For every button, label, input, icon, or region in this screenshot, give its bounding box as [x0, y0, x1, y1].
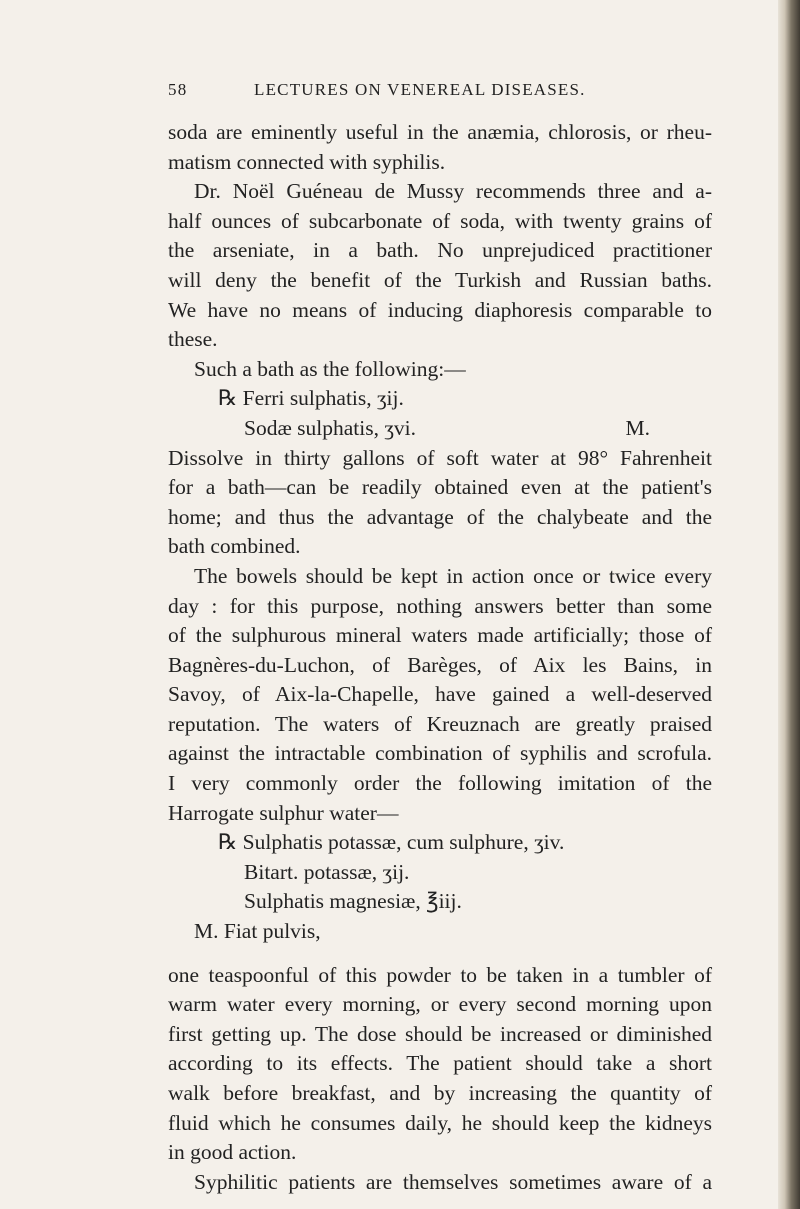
text-line: will deny the benefit of the Turkish and Russian baths. [168, 267, 712, 292]
text-line: of the sulphurous mineral waters made artificially; those of [168, 623, 712, 648]
text-line: Harrogate sulphur water— [168, 800, 399, 825]
prescription-line: M. Fiat pulvis, [194, 919, 321, 944]
text-line: reputation. The waters of Kreuznach are greatly praised [168, 711, 712, 736]
text-line: for a bath—can be readily obtained even at the patient's [168, 475, 712, 500]
text-line: warm water every morning, or every second morning upon [168, 992, 712, 1017]
text-line: home; and thus the advantage of the chalybeate and the [168, 504, 712, 529]
text-line: these. [168, 327, 218, 352]
text-line: The bowels should be kept in action once or twice every [194, 563, 712, 588]
text-line: soda are eminently useful in the anæmia, chlorosis, or rheu- [168, 120, 712, 144]
text-line: fluid which he consumes daily, he should keep the kidneys [168, 1110, 712, 1135]
text-line: first getting up. The dose should be increased or diminished [168, 1021, 712, 1046]
text-line: I very commonly order the following imitation of the [168, 771, 712, 796]
text-line: Bagnères-du-Luchon, of Barèges, of Aix les Bains, in [168, 652, 712, 677]
text-line: Syphilitic patients are themselves sometimes aware of a [194, 1169, 712, 1194]
prescription-line: ℞ Ferri sulphatis, ʒij. [218, 386, 404, 411]
text-line: day : for this purpose, nothing answers better than some [168, 593, 712, 618]
page-edge-shadow [778, 0, 800, 1209]
text-line: Dr. Noël Guéneau de Mussy recommends three and a- [194, 179, 712, 204]
prescription-line: ℞ Sulphatis potassæ, cum sulphure, ʒiv. [218, 830, 565, 855]
text-line: matism connected with syphilis. [168, 149, 446, 174]
text-line: We have no means of inducing diaphoresis comparable to [168, 297, 712, 322]
prescription-text: Sodæ sulphatis, ʒvi. [244, 415, 417, 440]
text-line: one teaspoonful of this powder to be taken in a tumbler of [168, 962, 712, 987]
prescription-line [168, 414, 712, 444]
text-line: Dissolve in thirty gallons of soft water at 98° Fahrenheit [168, 445, 712, 470]
text-line: against the intractable combination of syphilis and scrofula. [168, 741, 712, 766]
text-line: Such a bath as the following:— [194, 356, 466, 381]
text-line: Savoy, of Aix-la-Chapelle, have gained a well-deserved [168, 682, 712, 707]
prescription-line: Bitart. potassæ, ʒij. [244, 859, 410, 884]
text-line: in good action. [168, 1140, 297, 1165]
page-body [168, 118, 712, 1197]
text-line: the arseniate, in a bath. No unprejudiced practitioner [168, 238, 712, 263]
text-line: bath combined. [168, 534, 301, 559]
text-line: according to its effects. The patient should take a short [168, 1051, 712, 1076]
text-line: walk before breakfast, and by increasing the quantity of [168, 1081, 712, 1105]
prescription-mix-mark: M. [625, 415, 650, 440]
running-title: LECTURES ON VENEREAL DISEASES. [254, 80, 586, 99]
text-line: half ounces of subcarbonate of soda, with twenty grains of [168, 208, 712, 233]
page-number: 58 [168, 80, 188, 99]
prescription-line: Sulphatis magnesiæ, ℥iij. [244, 889, 462, 914]
